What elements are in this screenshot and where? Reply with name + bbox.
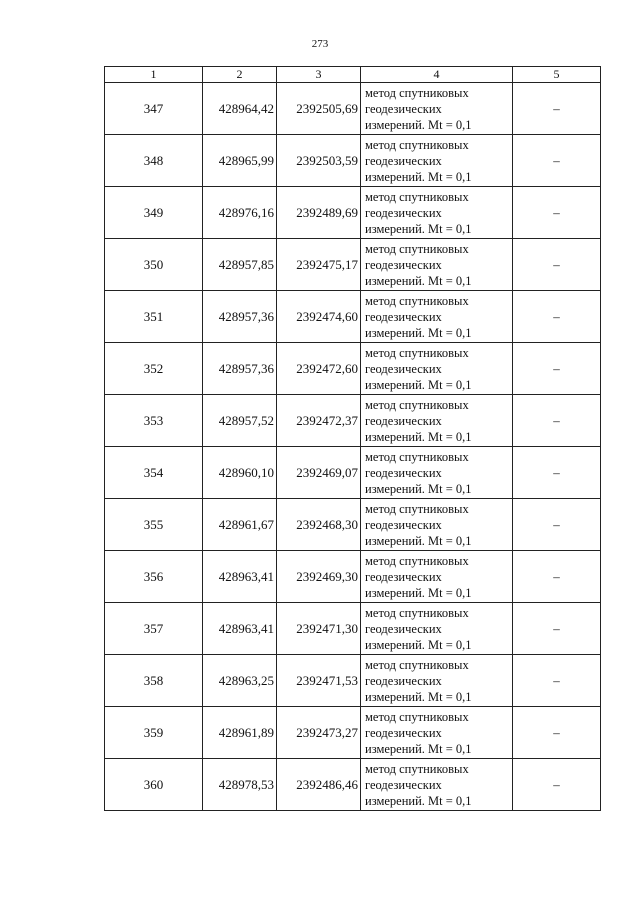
method-line: измерений. Mt = 0,1 — [365, 793, 472, 808]
table-row — [105, 343, 601, 395]
table-row — [105, 655, 601, 707]
method-line: измерений. Mt = 0,1 — [365, 585, 472, 600]
method-cell — [361, 343, 513, 395]
method-cell — [361, 603, 513, 655]
table-row — [105, 135, 601, 187]
method-line: метод спутниковых — [365, 709, 469, 724]
method-line: измерений. Mt = 0,1 — [365, 533, 472, 548]
method-line: геодезических — [365, 569, 442, 584]
y-coordinate-cell: 2392486,46 — [277, 759, 361, 811]
method-cell — [361, 707, 513, 759]
note-cell: – — [513, 83, 601, 135]
x-coordinate-cell: 428963,25 — [203, 655, 277, 707]
y-coordinate-cell: 2392474,60 — [277, 291, 361, 343]
table-header-row — [105, 67, 601, 83]
y-coordinate-cell: 2392472,37 — [277, 395, 361, 447]
method-line: метод спутниковых — [365, 761, 469, 776]
method-line: измерений. Mt = 0,1 — [365, 325, 472, 340]
point-number-cell: 350 — [105, 239, 203, 291]
column-header-4: 4 — [361, 67, 513, 83]
table-row — [105, 291, 601, 343]
method-line: измерений. Mt = 0,1 — [365, 637, 472, 652]
method-cell — [361, 187, 513, 239]
x-coordinate-cell: 428978,53 — [203, 759, 277, 811]
x-coordinate-cell: 428964,42 — [203, 83, 277, 135]
point-number-cell: 349 — [105, 187, 203, 239]
x-coordinate-cell: 428957,52 — [203, 395, 277, 447]
table-row — [105, 83, 601, 135]
method-line: метод спутниковых — [365, 345, 469, 360]
x-coordinate-cell: 428957,36 — [203, 291, 277, 343]
table-row — [105, 707, 601, 759]
method-line: метод спутниковых — [365, 241, 469, 256]
method-line: метод спутниковых — [365, 449, 469, 464]
point-number-cell: 360 — [105, 759, 203, 811]
point-number-cell: 359 — [105, 707, 203, 759]
method-line: метод спутниковых — [365, 501, 469, 516]
method-cell — [361, 759, 513, 811]
method-line: геодезических — [365, 205, 442, 220]
point-number-cell: 358 — [105, 655, 203, 707]
y-coordinate-cell: 2392503,59 — [277, 135, 361, 187]
method-line: геодезических — [365, 621, 442, 636]
column-header-1: 1 — [105, 67, 203, 83]
note-cell: – — [513, 291, 601, 343]
method-line: измерений. Mt = 0,1 — [365, 221, 472, 236]
table-row — [105, 551, 601, 603]
method-line: измерений. Mt = 0,1 — [365, 117, 472, 132]
method-cell — [361, 551, 513, 603]
y-coordinate-cell: 2392469,07 — [277, 447, 361, 499]
method-line: измерений. Mt = 0,1 — [365, 377, 472, 392]
y-coordinate-cell: 2392469,30 — [277, 551, 361, 603]
note-cell: – — [513, 655, 601, 707]
point-number-cell: 357 — [105, 603, 203, 655]
point-number-cell: 353 — [105, 395, 203, 447]
note-cell: – — [513, 707, 601, 759]
note-cell: – — [513, 603, 601, 655]
method-line: геодезических — [365, 777, 442, 792]
method-line: измерений. Mt = 0,1 — [365, 169, 472, 184]
method-line: измерений. Mt = 0,1 — [365, 273, 472, 288]
method-cell — [361, 291, 513, 343]
point-number-cell: 347 — [105, 83, 203, 135]
method-cell — [361, 499, 513, 551]
x-coordinate-cell: 428961,67 — [203, 499, 277, 551]
method-line: измерений. Mt = 0,1 — [365, 481, 472, 496]
y-coordinate-cell: 2392472,60 — [277, 343, 361, 395]
point-number-cell: 352 — [105, 343, 203, 395]
method-line: геодезических — [365, 673, 442, 688]
y-coordinate-cell: 2392473,27 — [277, 707, 361, 759]
x-coordinate-cell: 428976,16 — [203, 187, 277, 239]
table-row — [105, 759, 601, 811]
note-cell: – — [513, 551, 601, 603]
method-line: метод спутниковых — [365, 137, 469, 152]
y-coordinate-cell: 2392468,30 — [277, 499, 361, 551]
method-line: метод спутниковых — [365, 553, 469, 568]
method-line: метод спутниковых — [365, 605, 469, 620]
method-cell — [361, 83, 513, 135]
x-coordinate-cell: 428960,10 — [203, 447, 277, 499]
method-line: метод спутниковых — [365, 293, 469, 308]
method-line: геодезических — [365, 517, 442, 532]
method-line: измерений. Mt = 0,1 — [365, 741, 472, 756]
point-number-cell: 351 — [105, 291, 203, 343]
x-coordinate-cell: 428957,36 — [203, 343, 277, 395]
method-line: измерений. Mt = 0,1 — [365, 429, 472, 444]
method-line: измерений. Mt = 0,1 — [365, 689, 472, 704]
x-coordinate-cell: 428965,99 — [203, 135, 277, 187]
x-coordinate-cell: 428963,41 — [203, 551, 277, 603]
note-cell: – — [513, 239, 601, 291]
note-cell: – — [513, 447, 601, 499]
method-line: геодезических — [365, 257, 442, 272]
method-line: геодезических — [365, 465, 442, 480]
method-line: метод спутниковых — [365, 397, 469, 412]
column-header-3: 3 — [277, 67, 361, 83]
y-coordinate-cell: 2392471,53 — [277, 655, 361, 707]
point-number-cell: 354 — [105, 447, 203, 499]
method-cell — [361, 447, 513, 499]
method-line: геодезических — [365, 725, 442, 740]
method-line: геодезических — [365, 101, 442, 116]
x-coordinate-cell: 428957,85 — [203, 239, 277, 291]
method-cell — [361, 135, 513, 187]
method-line: метод спутниковых — [365, 85, 469, 100]
method-line: геодезических — [365, 361, 442, 376]
table-row — [105, 499, 601, 551]
method-line: геодезических — [365, 413, 442, 428]
y-coordinate-cell: 2392475,17 — [277, 239, 361, 291]
method-cell — [361, 239, 513, 291]
note-cell: – — [513, 343, 601, 395]
note-cell: – — [513, 135, 601, 187]
table-row — [105, 447, 601, 499]
point-number-cell: 348 — [105, 135, 203, 187]
coordinates-table — [104, 66, 601, 811]
method-line: метод спутниковых — [365, 657, 469, 672]
note-cell: – — [513, 395, 601, 447]
column-header-2: 2 — [203, 67, 277, 83]
column-header-5: 5 — [513, 67, 601, 83]
note-cell: – — [513, 499, 601, 551]
x-coordinate-cell: 428961,89 — [203, 707, 277, 759]
y-coordinate-cell: 2392471,30 — [277, 603, 361, 655]
page-number: 273 — [311, 38, 329, 50]
note-cell: – — [513, 187, 601, 239]
method-line: геодезических — [365, 309, 442, 324]
table-row — [105, 187, 601, 239]
table-row — [105, 603, 601, 655]
method-cell — [361, 655, 513, 707]
method-line: метод спутниковых — [365, 189, 469, 204]
note-cell: – — [513, 759, 601, 811]
method-line: геодезических — [365, 153, 442, 168]
y-coordinate-cell: 2392489,69 — [277, 187, 361, 239]
point-number-cell: 355 — [105, 499, 203, 551]
table-row — [105, 239, 601, 291]
method-cell — [361, 395, 513, 447]
x-coordinate-cell: 428963,41 — [203, 603, 277, 655]
table-row — [105, 395, 601, 447]
y-coordinate-cell: 2392505,69 — [277, 83, 361, 135]
point-number-cell: 356 — [105, 551, 203, 603]
